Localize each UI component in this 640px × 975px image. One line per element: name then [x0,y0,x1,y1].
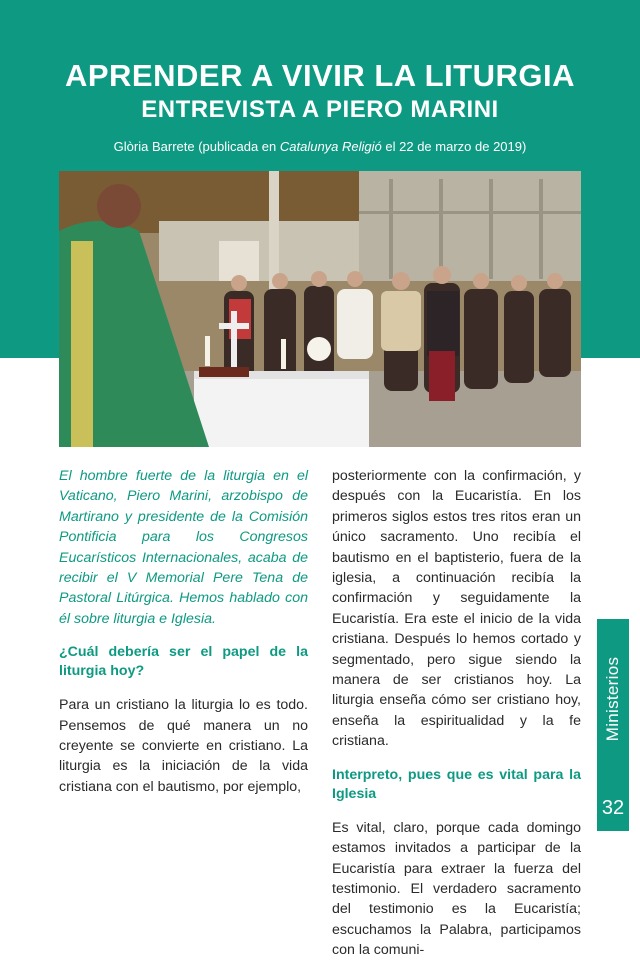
section-label-text: Ministerios [603,656,622,742]
byline [0,139,640,154]
question-2: Interpreto, pues que es vital para la Iglesia [332,766,581,802]
byline-prefix: Glòria Barrete (publicada en [113,139,280,154]
question-1: ¿Cuál debería ser el papel de la liturgia hoy? [59,644,308,680]
answer-1-continued: posteriormente con la confirmación, y después con la Eucaristía. En los primeros siglos estos tres ritos eran un único sacramento. Uno recibía el bautismo en el baptisterio, fuera de la iglesia, a continuación recibía la confirmación y seguidamente la Eucaristía. Era este el inicio de la vida cristiana. Después lo hemos cortado y segmentado, pero sigue siendo la manera de ser cristianos hoy. La liturgia enseña cómo ser cristiano hoy, enseña la espiritualidad y la fe cristiana. [332,468,581,750]
article-intro: El hombre fuerte de la liturgia en el Vaticano, Piero Marini, arzobispo de Martirano y presidente de la Comisión Pontificia para los Congresos Eucarísticos Internacionales, acaba de recibir el V Memorial Pere Tena de Pastoral Litúrgica. Hemos hablado con él sobre liturgia e Iglesia. [59,468,308,627]
byline-source: Catalunya Religió [279,139,382,154]
answer-1: Para un cristiano la liturgia lo es todo. Pensemos de qué manera un no creyente se convierte en cristiano. La liturgia es la iniciación de la vida cristiana con el bautismo, por ejemplo, [59,697,308,795]
page-subtitle: ENTREVISTA A PIERO MARINI [141,96,499,123]
section-label [597,619,629,779]
page-title: APRENDER A VIVIR LA LITURGIA [64,58,575,93]
answer-2: Es vital, claro, porque cada domingo estamos invitados a participar de la Eucaristía para extraer la fuerza del testimonio. El verdadero sacramento del testimonio es la Eucaristía; escuchamos la Palabra, participamos con la comuni- [332,819,581,959]
page-number: 32 [601,797,625,819]
article-photo [59,171,581,447]
byline-suffix: el 22 de marzo de 2019) [381,139,527,154]
column-right [332,466,581,975]
column-left [59,466,308,811]
